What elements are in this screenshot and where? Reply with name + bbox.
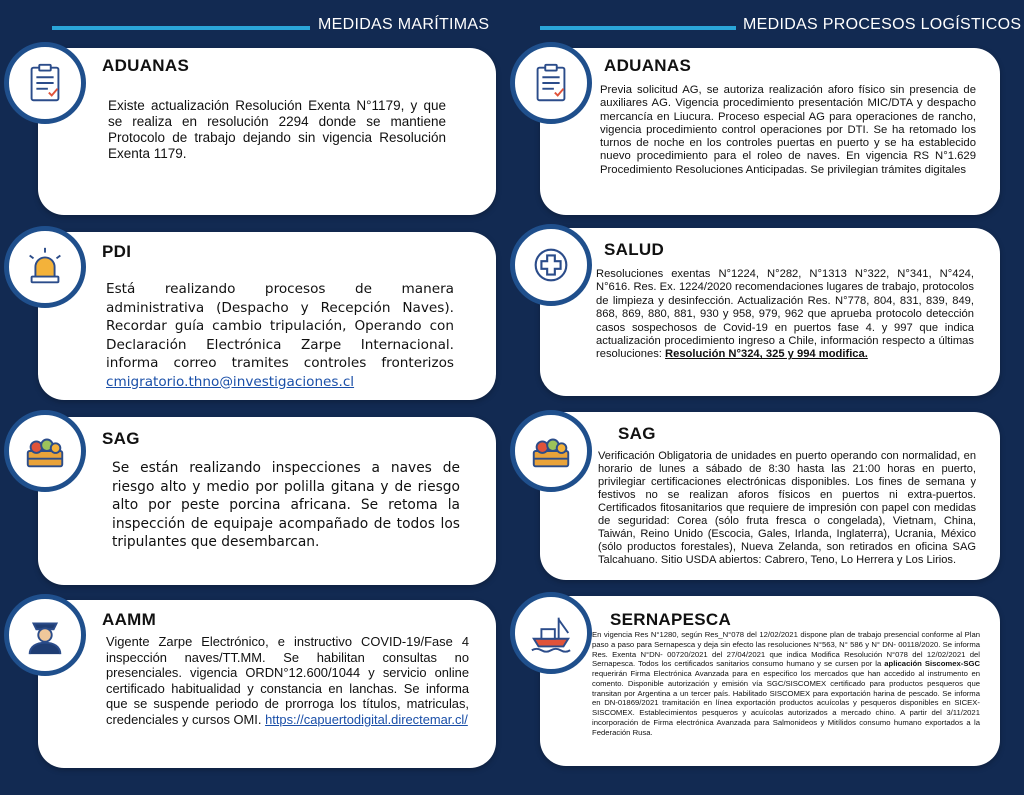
naval-officer-icon (22, 612, 68, 658)
right-sernapesca-card (540, 596, 1000, 766)
siren-icon (22, 244, 68, 290)
card-title: PDI (102, 242, 132, 261)
left-sag-card (38, 417, 496, 585)
card-paragraph: Resoluciones exentas N°1224, N°282, N°1313 N°322, N°341, N°424, N°616. Res. Ex. 1224/2020 recomendaciones lugares de trabajo, protocolos de limpieza y desinfección. Actualización Res. N°778, 804, 831, 839, 849, 868, 869, 880, 881, 930 y 958, 979, 962 que aprueba protocolo detección casos sospechosos de Covid-19 en puertos fase 4. y 997 que indica actualización procedimiento ingreso a Chile, información respecto a últimas resoluciones: (596, 268, 974, 361)
resolution-link[interactable]: Resolución N°324, 325 y 994 modifica. (665, 348, 868, 361)
left-pdi-card (38, 232, 496, 400)
right-salud-card (540, 228, 1000, 396)
left-aamm-badge (4, 594, 86, 676)
card-text (592, 630, 980, 737)
card-paragraph: Vigente Zarpe Electrónico, e instructivo COVID-19/Fase 4 inspección naves/TT.MM. Se habilitan consultas no presenciales. vigencia ORDN°12.600/1044 y servicio online certificado habitualidad y constancia en lanchas. Se informa que se suspende periodo de prorroga los títulos, matriculas, credenciales y cursos OMI. (106, 634, 469, 727)
card-text (106, 634, 469, 728)
right-header-line (540, 26, 736, 30)
card-title: SALUD (604, 240, 665, 259)
right-aduanas-badge (510, 42, 592, 124)
right-header: MEDIDAS PROCESOS LOGÍSTICOS (743, 16, 1022, 33)
card-text (596, 268, 974, 362)
card-title: ADUANAS (102, 56, 190, 75)
capuerto-link[interactable]: https://capuertodigital.directemar.cl/ (265, 711, 468, 727)
card-paragraph: Está realizando procesos de manera administrativa (Despacho y Recepción Naves). Recordar guía cambio tripulación, Operando con Declaración Electrónica Zarpe Internacional. informa correo tramites controles fronterizos (106, 281, 454, 371)
card-title: SAG (618, 424, 656, 443)
right-salud-badge (510, 224, 592, 306)
right-sag-card (540, 412, 1000, 580)
clipboard-icon (22, 60, 68, 106)
clipboard-icon (528, 60, 574, 106)
card-text (106, 280, 454, 391)
produce-basket-icon (528, 428, 574, 474)
produce-basket-icon (22, 428, 68, 474)
card-bold-text: aplicación Siscomex-SGC (884, 659, 980, 669)
left-pdi-badge (4, 226, 86, 308)
left-aamm-card (38, 600, 496, 768)
right-sag-badge (510, 410, 592, 492)
card-title: AAMM (102, 610, 157, 629)
card-paragraph: En vigencia Res N°1280, según Res_N°078 del 12/02/2021 dispone plan de trabajo presencial conforme al Plan paso a paso para Sernapesca y deja sin efecto las resoluciones N°563, N° 586 y N° DN- 00118/2020. Se informa Res. Exenta N°DN- 00720/2021 del 27/04/2021 que indica Modifica Resolución N°078 del 12/02/2021 del Sernapesca. Todos los certificados sanitarios consumo humano y se cursen por la (592, 630, 980, 669)
card-text: Se están realizando inspecciones a naves de riesgo alto y medio por polilla gitana y de riesgo alto por peste porcina africana. Se retoma la inspección de equipaje acompañado de todos los tripulantes que desembarcan. (112, 460, 460, 551)
left-header: MEDIDAS MARÍTIMAS (318, 16, 490, 33)
card-text: Previa solicitud AG, se autoriza realización aforo físico sin presencia de auxiliares AG. Vigencia procedimiento presentación MIC/DTA y despacho mercancía en Liucura. Proceso especial AG para operaciones de rancho, vigencia procedimiento control operaciones por DTI. Se ha retomado los turnos de noche en los controles puertas en puerto y se ha establecido nuevo procedimiento para el roleo de naves. En vigencia RS N°1.629 Procedimiento Resoluciones Anticipadas. Se privilegian trámites digitales (600, 84, 976, 176)
medical-cross-icon (528, 242, 574, 288)
card-text: Verificación Obligatoria de unidades en puerto operando con normalidad, en horario de lunes a sábado de 8:30 hasta las 21:00 horas en puerto, privilegiar certificaciones electrónicas disponibles. Los fines de semana y festivos no se realizan aforos físicos en puertos ni extra-puertos. Certificados fitosanitarios que requiere de impresión con papel con medidas de seguridad: Corea (sólo fruta fresca o congelada), Vietnam, China, Taiwán, Reino Unido (Escocia, Gales, Irlanda, Inglaterra), Ucrania, México (sólo productos forestales), Nueva Zelanda, son retirados en oficina SAG Talcahuano. Sitio USDA abiertos: Cabrero, Teno, Lo Herrera y Los Lirios. (598, 450, 976, 567)
card-title: SAG (102, 429, 140, 448)
pdi-email-link[interactable]: cmigratorio.thno@investigaciones.cl (106, 373, 355, 390)
left-aduanas-card (38, 48, 496, 215)
card-text: Existe actualización Resolución Exenta N°1179, y que se realiza en resolución 2294 donde se mantiene Protocolo de trabajo dejando sin vigencia Resolución Exenta 1179. (108, 98, 446, 161)
card-title: ADUANAS (604, 56, 692, 75)
right-sernapesca-badge (510, 592, 592, 674)
left-aduanas-badge (4, 42, 86, 124)
right-aduanas-card (540, 48, 1000, 215)
card-title: SERNAPESCA (610, 610, 732, 629)
card-paragraph: requerirán Firma Electrónica Avanzada para en especifico los mercados que han accedido al instrumento en comento. Disponible autorización y emisión vía SGC/SISCOMEX certificado para productos pesqueros que transitan por Argentina a un tercer país. Habilitado SISCOMEX para exportación harina de pescado. Se informa en DN-01869/2021 tramitación en línea exportación productos acuícolas y pesqueros disponibles en SICEX-SISCOMEX. Establecimientos pesqueros y acuícolas autorizados a mercado chino. A partir del 3/11/2021 incorporación de Firma electrónica Avanzada para Salmonideos y Mitílidos consumo humano exportados a la Federación Rusa. (592, 669, 980, 737)
fishing-ship-icon (528, 610, 574, 656)
left-header-line (52, 26, 310, 30)
left-sag-badge (4, 410, 86, 492)
